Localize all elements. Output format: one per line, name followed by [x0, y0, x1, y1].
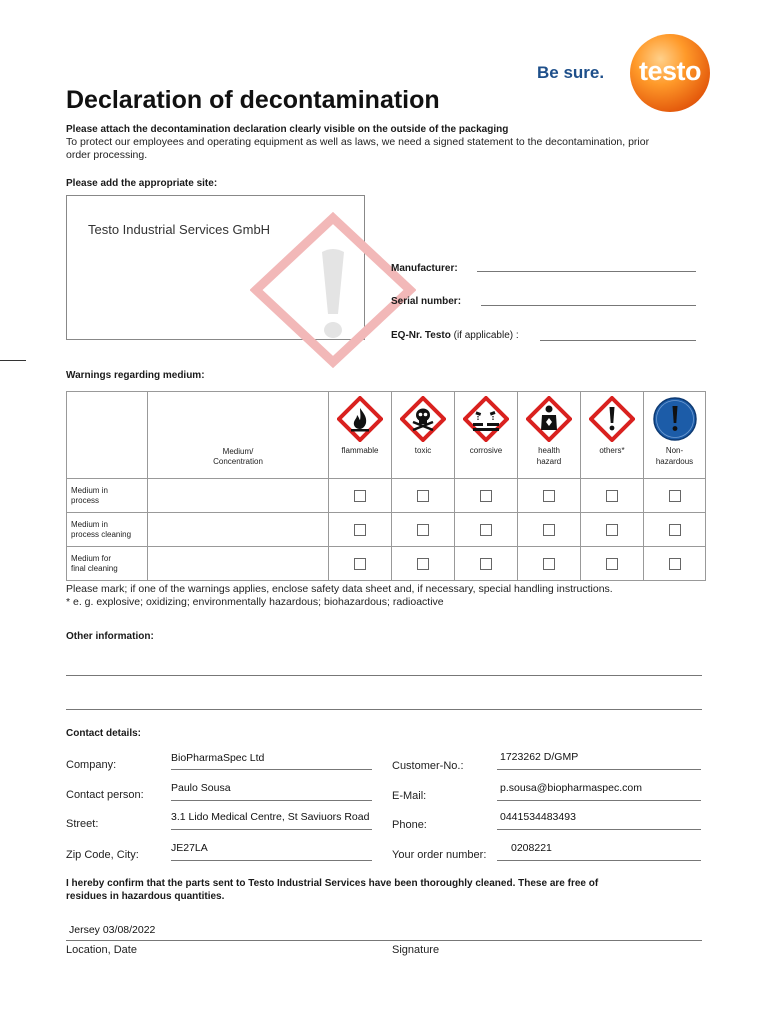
customer-no-field[interactable]	[497, 769, 701, 770]
company-field[interactable]	[171, 769, 372, 770]
row-label-final-cleaning	[67, 547, 148, 581]
email-label: E-Mail:	[392, 790, 427, 802]
eq-label	[391, 330, 519, 341]
zip-city-value: JE27LA	[171, 842, 208, 854]
hazard-col-toxic	[392, 392, 455, 479]
checkbox-process-flammable[interactable]	[354, 490, 366, 502]
hazard-label-nonhazardous-2: hazardous	[655, 457, 694, 466]
manufacturer-field[interactable]	[477, 271, 696, 272]
warnings-note-2: * e. g. explosive; oxidizing; environmentally hazardous; biohazardous; radioactive	[66, 596, 444, 608]
eq-field[interactable]	[540, 340, 696, 341]
checkbox-process-corrosive[interactable]	[480, 490, 492, 502]
logo-text: testo	[638, 56, 701, 86]
contact-label: Contact details:	[66, 728, 142, 739]
intro-bold: Please attach the decontamination declaration clearly visible on the outside of the packaging	[66, 124, 509, 135]
tagline: Be sure.	[537, 63, 605, 82]
site-label: Please add the appropriate site:	[66, 178, 218, 189]
phone-field[interactable]	[497, 829, 701, 830]
customer-no-label: Customer-No.:	[392, 760, 464, 772]
corrosion-icon	[463, 396, 509, 442]
zip-city-field[interactable]	[171, 860, 372, 861]
hazard-label-nonhazardous-1: Non-	[665, 446, 684, 455]
checkbox-cleaning-nonhazardous[interactable]	[669, 524, 681, 536]
hazard-col-flammable	[329, 392, 392, 479]
manufacturer-label: Manufacturer:	[391, 263, 458, 274]
other-info-line-1[interactable]	[66, 675, 702, 676]
table-row	[67, 547, 706, 581]
health-hazard-icon	[526, 396, 572, 442]
warning-watermark-icon	[250, 212, 416, 368]
checkbox-cleaning-corrosive[interactable]	[480, 524, 492, 536]
checkbox-process-others[interactable]	[606, 490, 618, 502]
hazard-label-toxic: toxic	[414, 446, 432, 455]
medium-header	[148, 392, 329, 479]
medium-header-line1: Medium/	[222, 447, 254, 456]
row-label-line2: final cleaning	[71, 563, 118, 573]
warnings-table	[66, 391, 706, 581]
contact-person-value: Paulo Sousa	[171, 782, 231, 794]
checkbox-process-nonhazardous[interactable]	[669, 490, 681, 502]
medium-header-line2: Concentration	[213, 457, 263, 466]
serial-field[interactable]	[481, 305, 696, 306]
intro-text-2: order processing.	[66, 149, 148, 161]
eq-label-bold: EQ-Nr. Testo	[391, 330, 451, 341]
order-number-label: Your order number:	[392, 849, 487, 861]
row-label-line2: process cleaning	[71, 529, 132, 539]
signature-line[interactable]	[66, 940, 702, 941]
other-info-line-2[interactable]	[66, 709, 702, 710]
medium-concentration-cell[interactable]	[148, 479, 329, 513]
zip-city-label: Zip Code, City:	[66, 849, 139, 861]
hazard-label-health-2: hazard	[536, 457, 562, 466]
hazard-label-flammable: flammable	[341, 446, 379, 455]
email-value: p.sousa@biopharmaspec.com	[500, 782, 642, 794]
hazard-col-nonhazardous	[644, 392, 706, 479]
hazard-label-others: others*	[599, 446, 625, 455]
hazard-col-health	[518, 392, 581, 479]
eq-label-note: (if applicable) :	[453, 330, 519, 341]
confirmation-line-2: residues in hazardous quantities.	[66, 891, 225, 902]
email-field[interactable]	[497, 800, 701, 801]
warnings-header-row	[67, 392, 706, 479]
checkbox-final-toxic[interactable]	[417, 558, 429, 570]
row-label-process-cleaning	[67, 513, 148, 547]
row-label-line2: process	[71, 495, 100, 505]
street-field[interactable]	[171, 829, 372, 830]
other-info-label: Other information:	[66, 631, 154, 642]
hazard-label-nonhazardous	[656, 445, 693, 467]
order-number-value: 0208221	[511, 842, 552, 854]
company-label: Company:	[66, 759, 117, 771]
confirmation-line-1: I hereby confirm that the parts sent to Testo Industrial Services have been thoroughly cleaned. These are free of	[66, 878, 599, 889]
hazard-label-corrosive: corrosive	[469, 446, 503, 455]
customer-no-value: 1723262 D/GMP	[500, 751, 579, 763]
warnings-note-1: Please mark; if one of the warnings applies, enclose safety data sheet and, if necessary, special handling instructions.	[66, 583, 613, 595]
table-row	[67, 479, 706, 513]
contact-person-field[interactable]	[171, 800, 372, 801]
row-label-line1: Medium for	[71, 553, 112, 563]
flame-icon	[337, 396, 383, 442]
warnings-label: Warnings regarding medium:	[66, 370, 205, 381]
table-row	[67, 513, 706, 547]
medium-concentration-cell[interactable]	[148, 547, 329, 581]
site-text: Testo Industrial Services GmbH	[88, 222, 271, 237]
order-number-field[interactable]	[497, 860, 701, 861]
street-value: 3.1 Lido Medical Centre, St Saviuors Road	[171, 811, 370, 823]
medium-concentration-cell[interactable]	[148, 513, 329, 547]
page-title: Declaration of decontamination	[66, 86, 440, 114]
checkbox-cleaning-others[interactable]	[606, 524, 618, 536]
hazard-col-corrosive	[455, 392, 518, 479]
checkbox-cleaning-health[interactable]	[543, 524, 555, 536]
serial-label: Serial number:	[391, 296, 462, 307]
phone-label: Phone:	[392, 819, 427, 831]
checkbox-process-health[interactable]	[543, 490, 555, 502]
intro-text-1: To protect our employees and operating equipment as well as laws, we need a signed statement to the decontamination, prior	[66, 136, 650, 148]
testo-logo	[630, 34, 710, 112]
exclamation-icon	[589, 396, 635, 442]
hazard-label-health	[537, 445, 561, 467]
checkbox-final-flammable[interactable]	[354, 558, 366, 570]
info-circle-icon	[652, 396, 698, 442]
checkbox-cleaning-flammable[interactable]	[354, 524, 366, 536]
company-value: BioPharmaSpec Ltd	[171, 752, 265, 764]
fold-mark	[0, 360, 26, 361]
row-label-line1: Medium in	[71, 485, 108, 495]
checkbox-process-toxic[interactable]	[417, 490, 429, 502]
checkbox-final-nonhazardous[interactable]	[669, 558, 681, 570]
hazard-col-others	[581, 392, 644, 479]
location-date-value: Jersey 03/08/2022	[69, 924, 156, 936]
row-label-process	[67, 479, 148, 513]
row-label-line1: Medium in	[71, 519, 108, 529]
hazard-label-health-1: health	[538, 446, 560, 455]
header-blank-cell	[67, 392, 148, 479]
contact-person-label: Contact person:	[66, 789, 144, 801]
street-label: Street:	[66, 818, 99, 830]
checkbox-cleaning-toxic[interactable]	[417, 524, 429, 536]
checkbox-final-health[interactable]	[543, 558, 555, 570]
location-date-label: Location, Date	[66, 944, 137, 956]
phone-value: 0441534483493	[500, 811, 576, 823]
checkbox-final-corrosive[interactable]	[480, 558, 492, 570]
signature-label: Signature	[392, 944, 440, 956]
skull-icon	[400, 396, 446, 442]
checkbox-final-others[interactable]	[606, 558, 618, 570]
